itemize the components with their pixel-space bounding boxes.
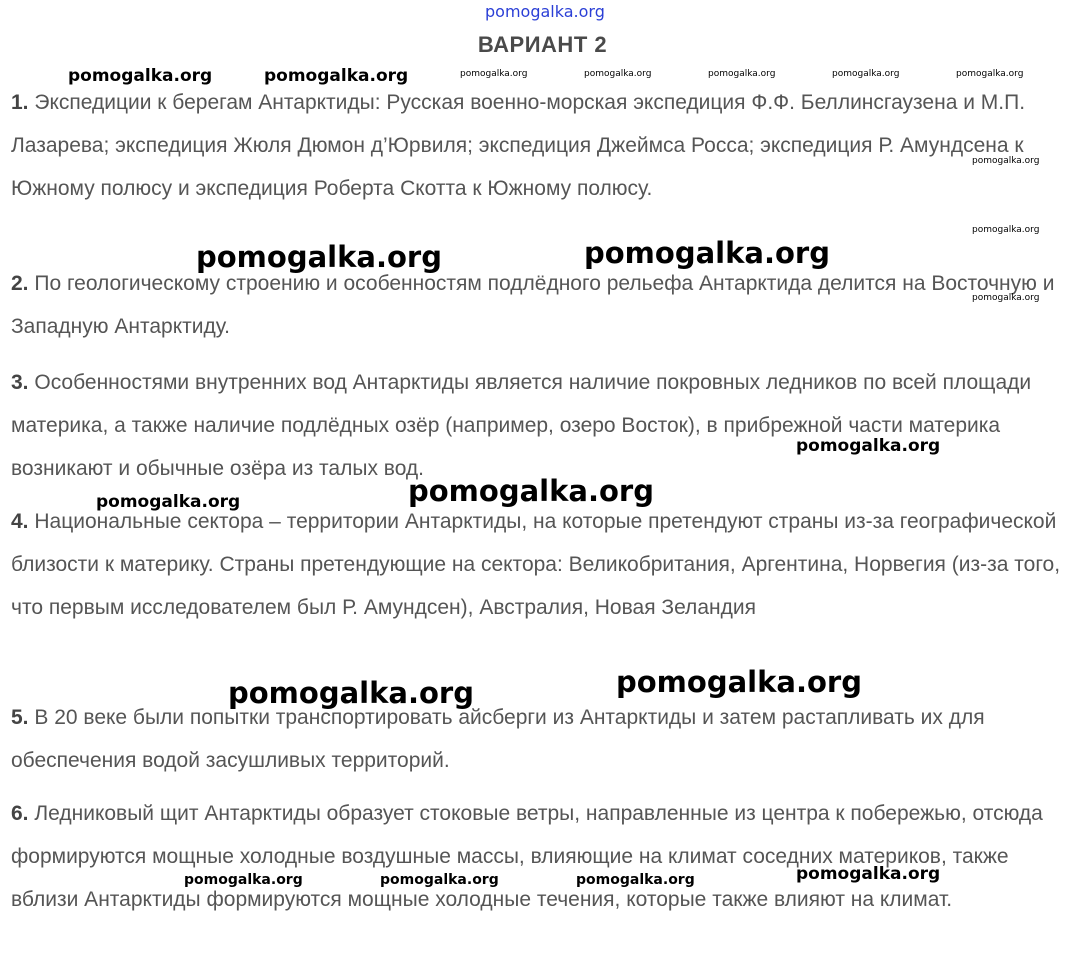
watermark: pomogalka.org (796, 864, 941, 884)
answer-text: Экспедиции к берегам Антарктиды: Русская военно-морская экспедиция Ф.Ф. Беллинсгаузена и М.П. Лазарева; экспедиция Жюля Дюмон д’Юрвиля; экспедиция Джеймса Росса; экспедиция Р. Амундсена к Южному полюсу и экспедиция Роберта Скотта к Южному полюсу. (11, 91, 1026, 200)
answer-number: 1. (11, 91, 29, 114)
watermark: pomogalka.org (264, 66, 409, 86)
answer-3 (11, 361, 1081, 490)
watermark: pomogalka.org (576, 872, 695, 888)
watermark: pomogalka.org (584, 236, 830, 270)
watermark: pomogalka.org (68, 66, 213, 86)
answer-6 (11, 792, 1081, 921)
answer-text: Национальные сектора – территории Антарктиды, на которые претендуют страны из-за географической близости к материку. Страны претендующие на сектора: Великобритания, Аргентина, Норвегия (из-за того, что первым исследователем был Р. Амундсен), Австралия, Новая Зеландия (11, 510, 1061, 619)
watermark: pomogalka.org (460, 69, 528, 79)
watermark: pomogalka.org (196, 240, 442, 274)
watermark: pomogalka.org (228, 676, 474, 710)
answer-text: Ледниковый щит Антарктиды образует стоковые ветры, направленные из центра к побережью, отсюда формируются мощные холодные воздушные массы, влияющие на климат соседних материков, также вблизи Антарктиды формируются мощные холодные течения, которые также влияют на климат. (11, 802, 1043, 911)
watermark: pomogalka.org (380, 872, 499, 888)
watermark: pomogalka.org (972, 225, 1040, 235)
watermark: pomogalka.org (96, 492, 241, 512)
page-title: ВАРИАНТ 2 (477, 32, 608, 57)
watermark: pomogalka.org (584, 69, 652, 79)
answer-2 (11, 262, 1081, 348)
answer-number: 6. (11, 802, 29, 825)
watermark: pomogalka.org (408, 474, 654, 508)
watermark: pomogalka.org (184, 872, 303, 888)
watermark: pomogalka.org (708, 69, 776, 79)
watermark: pomogalka.org (956, 69, 1024, 79)
watermark: pomogalka.org (972, 156, 1040, 166)
watermark: pomogalka.org (796, 436, 941, 456)
answer-number: 3. (11, 371, 29, 394)
watermark: pomogalka.org (832, 69, 900, 79)
answer-number: 4. (11, 510, 29, 533)
answer-number: 5. (11, 706, 29, 729)
answer-text: По геологическому строению и особенностям подлёдного рельефа Антарктида делится на Восточную и Западную Антарктиду. (11, 272, 1055, 338)
answer-number: 2. (11, 272, 29, 295)
watermark: pomogalka.org (485, 2, 605, 21)
watermark: pomogalka.org (972, 293, 1040, 303)
answer-5 (11, 696, 1081, 782)
answer-text: Особенностями внутренних вод Антарктиды является наличие покровных ледников по всей площади материка, а также наличие подлёдных озёр (например, озеро Восток), в прибрежной части материка возникают и обычные озёра из талых вод. (11, 371, 1032, 480)
answer-text: В 20 веке были попытки транспортировать айсберги из Антарктиды и затем растапливать их для обеспечения водой засушливых территорий. (11, 706, 985, 772)
answer-1 (11, 81, 1081, 210)
watermark: pomogalka.org (616, 665, 862, 699)
answer-4 (11, 500, 1081, 629)
